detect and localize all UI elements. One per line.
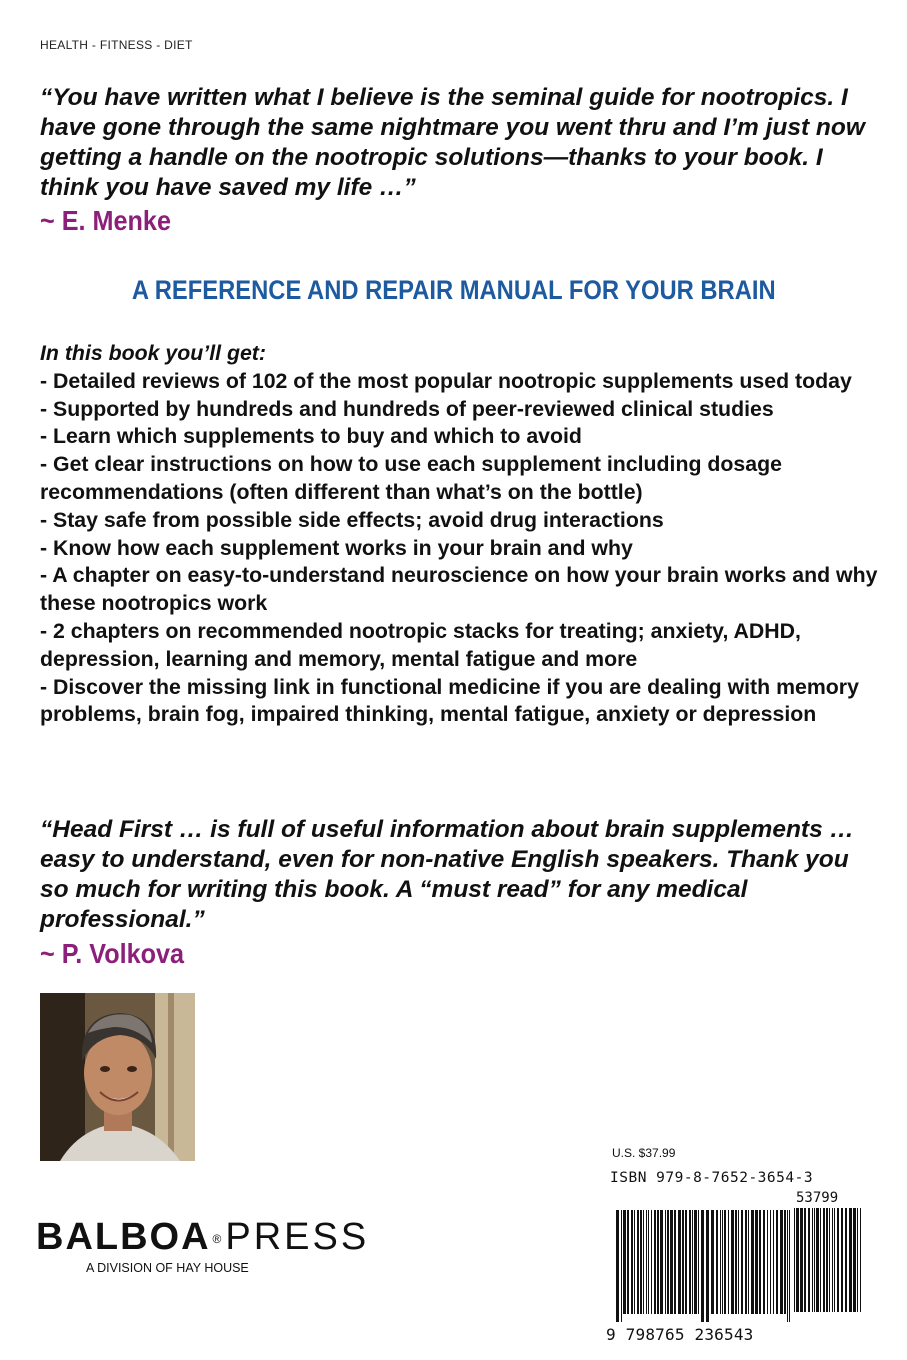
barcode-bar (694, 1210, 697, 1314)
barcode-bar (674, 1210, 676, 1314)
barcode-bar (685, 1210, 687, 1314)
isbn: ISBN 979-8-7652-3654-3 (610, 1170, 814, 1186)
barcode-bar (670, 1210, 673, 1314)
testimonial-author-2: ~ P. Volkova (40, 938, 185, 969)
barcode-bar (823, 1208, 825, 1312)
barcode-bar (643, 1210, 644, 1314)
barcode-bar (841, 1208, 843, 1312)
author-photo (40, 993, 195, 1161)
barcode-bar (808, 1208, 810, 1312)
barcode-bar (621, 1210, 622, 1322)
barcode-bar (787, 1210, 788, 1322)
barcode-bar (837, 1208, 839, 1312)
barcode-bar (800, 1208, 803, 1312)
barcode-bar (820, 1208, 821, 1312)
barcode-bar (706, 1210, 709, 1322)
barcode-bar (796, 1208, 799, 1312)
testimonial-quote-1: “You have written what I believe is the seminal guide for nootropics. I have gone through the same nightmare you went thru and I’m just now getting a handle on the nootropic solutions—thanks to your book. I think you have saved my life …” (40, 84, 865, 201)
barcode-bar (637, 1210, 639, 1314)
barcode-bar (748, 1210, 749, 1314)
barcode-bar (616, 1210, 619, 1322)
barcode-bar (745, 1210, 747, 1314)
barcode-supplement (794, 1208, 864, 1320)
barcode-bar (816, 1208, 819, 1312)
barcode-bar (692, 1210, 693, 1314)
barcode-bar (731, 1210, 734, 1314)
barcode-bar (776, 1210, 778, 1314)
barcode-bar (682, 1210, 684, 1314)
feature-item: - Detailed reviews of 102 of the most popular nootropic supplements used today (40, 368, 852, 393)
barcode-bar (741, 1210, 743, 1314)
barcode-bar (711, 1210, 714, 1314)
barcode-bar (735, 1210, 737, 1314)
feature-item: - 2 chapters on recommended nootropic stacks for treating; anxiety, ADHD, depression, learning and memory, mental fatigue and more (40, 618, 801, 671)
barcode-bar (759, 1210, 761, 1314)
barcode-bar (738, 1210, 739, 1314)
feature-intro: In this book you’ll get: (40, 341, 266, 365)
barcode-bar (634, 1210, 635, 1314)
barcode-bar (728, 1210, 729, 1314)
feature-item: - A chapter on easy-to-understand neuroscience on how your brain works and why these nootropics work (40, 563, 878, 616)
barcode-bar (701, 1210, 704, 1322)
barcode-bar (631, 1210, 633, 1314)
feature-item: - Discover the missing link in functional medicine if you are dealing with memory problems, brain fog, impaired thinking, mental fatigue, anxiety or depression (40, 674, 859, 727)
barcode-bar (814, 1208, 815, 1312)
barcode-bar (789, 1210, 790, 1322)
feature-item: - Get clear instructions on how to use each supplement including dosage recommendations (often different than what’s on the bottle) (40, 452, 782, 504)
price: U.S. $37.99 (612, 1146, 676, 1160)
headline: A REFERENCE AND REPAIR MANUAL FOR YOUR BRAIN (131, 275, 776, 305)
barcode-bar (667, 1210, 669, 1314)
barcode-bar (834, 1208, 835, 1312)
barcode-bar (780, 1210, 783, 1314)
barcode-bar (860, 1208, 861, 1312)
barcode-bar (755, 1210, 758, 1314)
feature-item: - Learn which supplements to buy and which to avoid (40, 424, 582, 449)
barcode-bar (767, 1210, 768, 1314)
barcode-bar (698, 1210, 699, 1314)
feature-item: - Know how each supplement works in your brain and why (40, 535, 633, 560)
feature-list (40, 340, 880, 729)
barcode-bar (654, 1210, 656, 1314)
barcode-bar (829, 1208, 830, 1312)
barcode-bar (657, 1210, 659, 1314)
testimonial-quote-2: “Head First … is full of useful information about brain supplements … easy to understand, even for non-native English speakers. Thank you so much for writing this book. A “must read” for any medical professional.” (40, 816, 855, 933)
barcode-bar (716, 1210, 718, 1314)
barcode-bar (804, 1208, 806, 1312)
publisher-logo: BALBOA ®PRESS (36, 1216, 370, 1258)
testimonial-author-1: ~ E. Menke (40, 205, 171, 236)
barcode-bar (627, 1210, 629, 1314)
barcode-bar (651, 1210, 652, 1314)
barcode-bar (648, 1210, 649, 1314)
barcode-bar (689, 1210, 691, 1314)
barcode-bar (770, 1210, 771, 1314)
publisher-division: A DIVISION OF HAY HOUSE (86, 1261, 249, 1275)
barcode-bar (812, 1208, 813, 1312)
barcode-bar (845, 1208, 847, 1312)
barcode (616, 1210, 792, 1322)
barcode-bar (832, 1208, 833, 1312)
barcode-bar (724, 1210, 726, 1314)
barcode-bar (853, 1208, 856, 1312)
feature-item: - Supported by hundreds and hundreds of peer-reviewed clinical studies (40, 396, 774, 421)
barcode-digits: 9 798765 236543 (606, 1325, 754, 1344)
barcode-bar (849, 1208, 852, 1312)
barcode-bar (720, 1210, 721, 1314)
barcode-bar (665, 1210, 666, 1314)
barcode-bar (794, 1208, 795, 1312)
feature-items (40, 368, 880, 729)
barcode-bar (660, 1210, 663, 1314)
category-label: HEALTH - FITNESS - DIET (40, 38, 193, 52)
barcode-bar (773, 1210, 774, 1314)
barcode-bar (751, 1210, 754, 1314)
barcode-bar (623, 1210, 626, 1314)
barcode-supplement-number: 53799 (796, 1190, 839, 1206)
barcode-bar (826, 1208, 828, 1312)
barcode-bar (763, 1210, 765, 1314)
barcode-bar (857, 1208, 858, 1312)
feature-item: - Stay safe from possible side effects; avoid drug interactions (40, 507, 664, 532)
barcode-bar (784, 1210, 786, 1314)
barcode-bar (678, 1210, 681, 1314)
barcode-bar (722, 1210, 723, 1314)
barcode-bar (640, 1210, 642, 1314)
barcode-bar (646, 1210, 647, 1314)
